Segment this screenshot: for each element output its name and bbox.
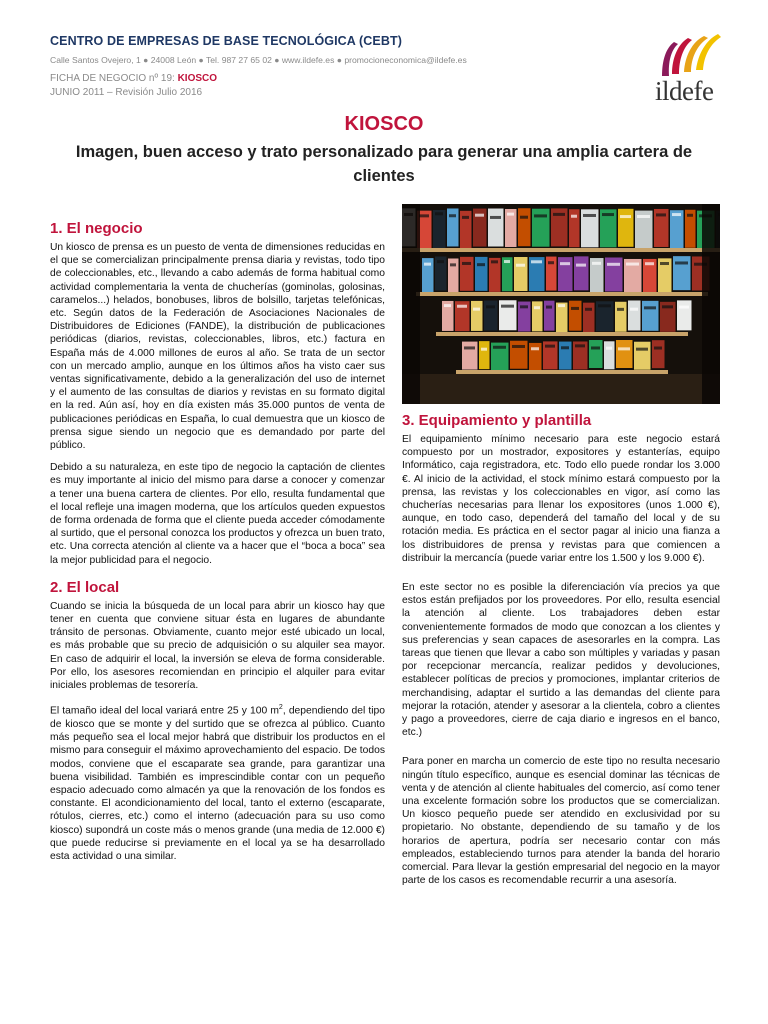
paragraph: Un kiosco de prensa es un puesto de venta de dimensiones reducidas en el que se comercializan principalmente prensa diaria y revistas, todo tipo de coleccionables, etc., llevando a cabo además de forma habitual como actividad complementaria la venta de chucherías (gominolas, golosinas, caramelos...) helados, bonobuses, libros de bolsillo, tarjetas telefónicas, etc. Según datos de la Federación de Asociaciones Nacionales de Distribuidores de Ediciones (FANDE), la distribución de publicaciones periódicas (diarios, revistas, coleccionables, libros, etc.) factura en España más de 4.000 millones de euros al año. Se trata de un sector con un mercado amplio, aunque en los últimos años ha visto caer sus ventas significativamente, debido a la generalización del uso de internet y el aumento de las consultas de diarios y revistas en su formato digital en la red. Aún así, hoy en día existen más 35.000 puntos de venta de publicaciones periódicas en España, lo cual demuestra que un kiosco de prensa sigue siendo un negocio que es demandado por parte del público. bbox=[50, 242, 385, 452]
paragraph: Debido a su naturaleza, en este tipo de negocio la captación de clientes es muy importante al inicio del mismo para darse a conocer y comenzar a tener una buena cartera de clientes. Por ello, resulta fundamental que el local refleje una imagen moderna, que los artículos queden expuestos de forma ordenada de forma que el cliente pueda acceder cómodamente al surtido, que el personal conozca los productos y ofrezca un buen trato, etc. Una correcta atención al cliente va a hacer que el “boca a boca” sea la mejor publicidad para el negocio. bbox=[50, 462, 385, 566]
ficha-line bbox=[50, 73, 610, 84]
logo-text: ildefe bbox=[655, 76, 714, 106]
paragraph: El equipamiento mínimo necesario para este negocio estará compuesto por un mostrador, expositores y estanterías, equipo Informático, caja registradora, etc. Todo ello puede rondar los 3.000 €. Al inicio de la actividad, el stock mínimo estará compuesto por la prensa, las revistas y los coleccionables en vigor, así como las chucherías necesarias para llenar los expositores (unos 1.000 €), aunque, en todo caso, dependerá del tamaño del local y de su rotación media. Es práctica en el sector pagar al inicio una fianza a los distribuidores de prensa y revistas para que comiencen a distribuir la mercancía (puede variar entre los 1.500 y los 9.000 €). bbox=[402, 434, 720, 564]
page-title: KIOSCO bbox=[344, 113, 424, 135]
left-column bbox=[50, 220, 385, 863]
paragraph: Cuando se inicia la búsqueda de un local para abrir un kiosco hay que tener en cuenta que conviene situar ésta en lugares de abundante tránsito de personas. Obviamente, cuanto mejor esté ubicado un local, es más probable que su precio de adquisición o su alquiler sea mayor. En caso de adquirir el local, la inversión se eleva de forma considerable. Por ello, los asesores recomiendan en principio el alquiler para evitar iniciales problemas de tesorería. bbox=[50, 600, 385, 692]
paragraph-part: El tamaño ideal del local variará entre 25 y 100 m bbox=[50, 705, 279, 717]
section-heading-local: 2. El local bbox=[50, 578, 120, 596]
paragraph-part: , dependiendo del tipo de kiosco que se monte y del surtido que se ofrezca al público. Cuanto más pequeño sea el local mejor habrá que distribuir los productos en el mismo para conseguir el máximo aprovechamiento del espacio. De todos modos, conviene que el escaparate sea grande, para garantizar una buena visibilidad. También es imprescindible contar con un pequeño espacio adecuado como almacén ya que la renovación de los fondos es constante. El acondicionamiento del local, tanto el externo (escaparate, rótulos, cierres, etc.) como el interno (adecuación para su uso como kiosco) supondrá un coste más o menos grande (una media de 12.000 €) que puede reducirse si previamente en el local ya se ha desarrollado esta actividad o una similar. bbox=[50, 705, 385, 862]
magazine-rack-photo bbox=[402, 204, 720, 404]
org-name: CENTRO DE EMPRESAS DE BASE TECNOLÓGICA (CEBT) bbox=[50, 34, 402, 48]
magazine-rack-image bbox=[402, 204, 720, 404]
ficha-name: KIOSCO bbox=[177, 73, 218, 84]
document-header bbox=[50, 34, 610, 98]
section-heading-equipamiento: 3. Equipamiento y plantilla bbox=[402, 412, 592, 429]
page-subtitle: Imagen, buen acceso y trato personalizado para generar una amplia cartera de clientes bbox=[75, 143, 693, 185]
revision-date: JUNIO 2011 – Revisión Julio 2016 bbox=[50, 87, 203, 98]
right-column bbox=[402, 412, 720, 888]
ficha-prefix: FICHA DE NEGOCIO nº 19: bbox=[50, 73, 178, 84]
org-address: Calle Santos Ovejero, 1 ● 24008 León ● Tel. 987 27 65 02 ● www.ildefe.es ● promocioneconomica@ildefe.es bbox=[50, 55, 467, 65]
paragraph: Para poner en marcha un comercio de este tipo no resulta necesario ningún título específico, aunque es esencial dominar las técnicas de venta y de atención al cliente habituales del comercio, así como tener una excelente formación sobre los productos que se comercializan. Un kiosco pequeño puede ser atendido en exclusividad por su propietario. No obstante, dependiendo de su tamaño y de los horarios de apertura, podría ser necesario contar con más empleados, estableciendo turnos para atender la banda del horario comercial. Para llevar la gestión empresarial del negocio en la mayor parte de los casos es recomendable recurrir a una asesoría. bbox=[402, 756, 720, 887]
superscript: 2 bbox=[278, 704, 283, 712]
section-heading-negocio: 1. El negocio bbox=[50, 220, 143, 237]
paragraph: En este sector no es posible la diferenciación vía precios ya que estos están prefijados por los proveedores. Por ello, resulta esencial la atención al cliente. Los trabajadores deben estar convenientemente formados de modo que conozcan a los clientes y sus preferencias y sean capaces de asesorarles en la compra. Las tareas que tienen que llevar a cabo son múltiples y variadas y pasan por recepcionar mercancía, realizar pedidos y devoluciones, establecer políticas de precios y promociones, implantar criterios de merchandising, adaptar el surtido a las demandas del cliente para mejorar la rotación, atender y asesorar a la clientela, cobro a clientes y pago a proveedores, cierre de caja diario e ingresos en el banco, etc.) bbox=[402, 582, 720, 739]
paragraph bbox=[50, 701, 385, 863]
